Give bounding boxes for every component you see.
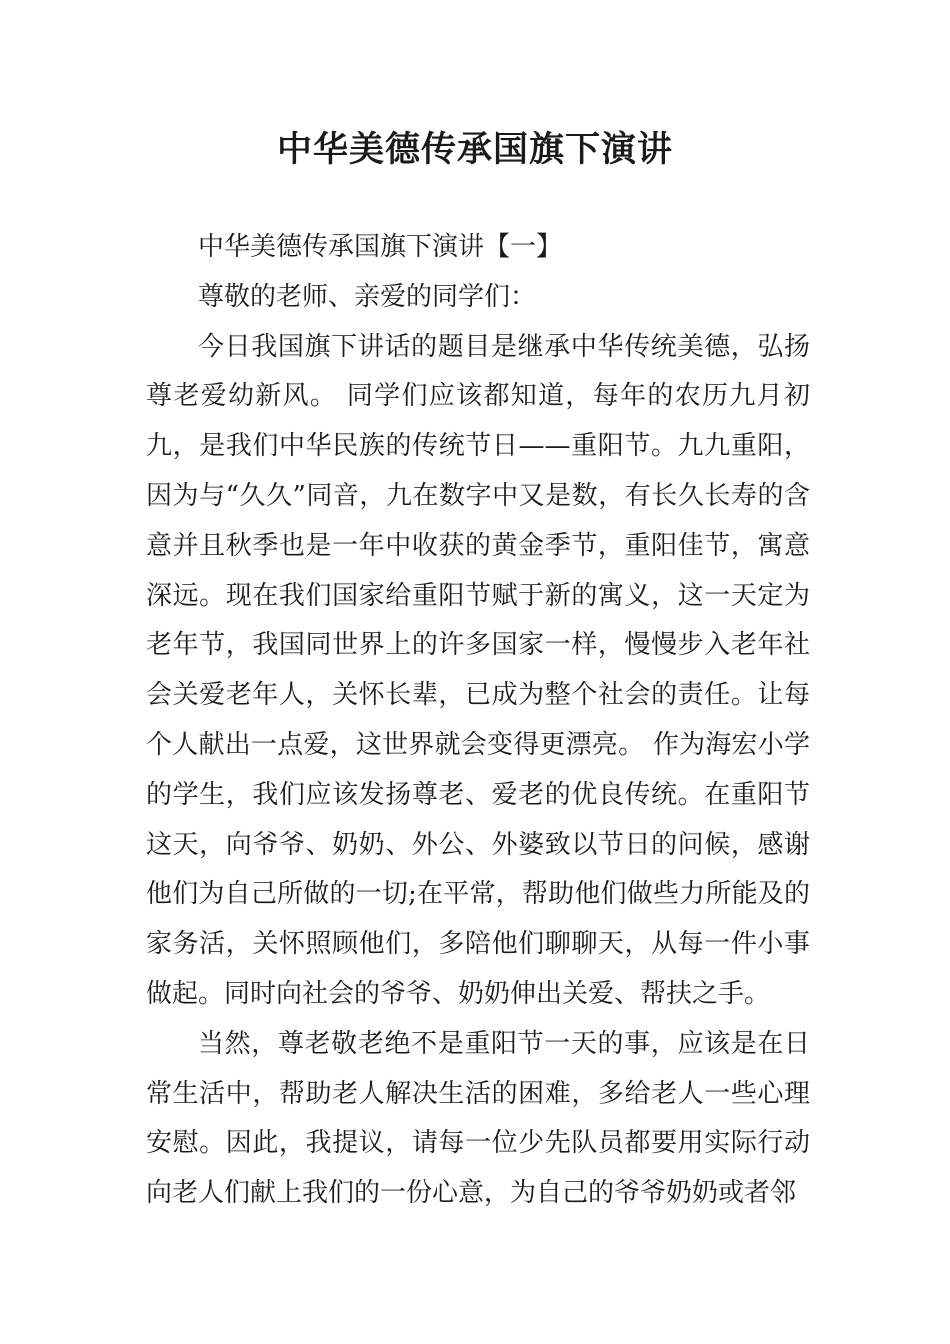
speech-subtitle: 中华美德传承国旗下演讲【一】 bbox=[198, 232, 563, 262]
document-title: 中华美德传承国旗下演讲 bbox=[276, 130, 673, 170]
paragraph-1: 今日我国旗下讲话的题目是继承中华传统美德，弘扬尊老爱幼新风。 同学们应该都知道，每年的农历九月初九，是我们中华民族的传统节日——重阳节。九九重阳，因为与“久久”同音，九在数字中又是数，有长久长寿的含意并且秋季也是一年中收获的黄金季节，重阳佳节，寓意深远。现在我们国家给重阳节赋于新的寓义，这一天定为老年节，我国同世界上的许多国家一样，慢慢步入老年社会关爱老年人，关怀长辈，已成为整个社会的责任。让每个人献出一点爱，这世界就会变得更漂亮。 作为海宏小学的学生，我们应该发扬尊老、爱老的优良传统。在重阳节这天，向爷爷、奶奶、外公、外婆致以节日的问候，感谢他们为自己所做的一切;在平常，帮助他们做些力所能及的家务活，关怀照顾他们，多陪他们聊聊天，从每一件小事做起。同时向社会的爷爷、奶奶伸出关爱、帮扶之手。 bbox=[146, 331, 810, 1009]
paragraph-2: 当然，尊老敬老绝不是重阳节一天的事，应该是在日常生活中，帮助老人解决生活的困难，多给老人一些心理安慰。因此，我提议，请每一位少先队员都要用实际行动向老人们献上我们的一份心意，为自己的爷爷奶奶或者邻 bbox=[146, 1028, 810, 1209]
document-body bbox=[146, 223, 810, 1219]
salutation: 尊敬的老师、亲爱的同学们： bbox=[198, 281, 537, 312]
